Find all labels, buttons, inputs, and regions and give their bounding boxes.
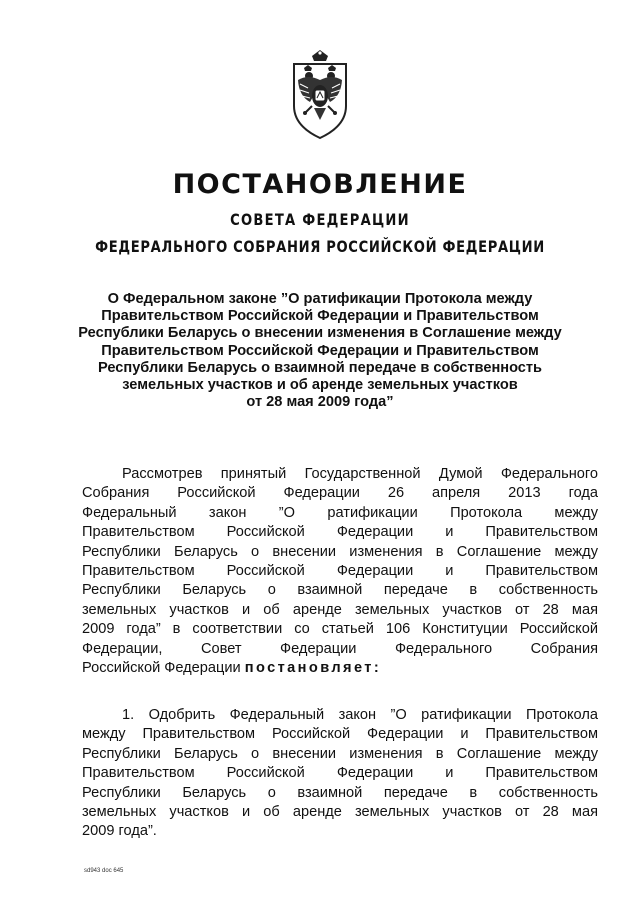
document-subtitle-line-2: ФЕДЕРАЛЬНОГО СОБРАНИЯ РОССИЙСКОЙ ФЕДЕРАЦИИ <box>95 237 545 256</box>
subject-line: О Федеральном законе ”О ратификации Протокола между <box>107 291 533 307</box>
preamble-paragraph <box>82 465 598 678</box>
paragraph-last-line <box>82 659 598 678</box>
paragraph-line: Собрания Российской Федерации 26 апреля 2013 года <box>82 485 598 502</box>
paragraph-line: Правительством Российской Федерации и Правительством <box>82 765 598 782</box>
subject-line: Республики Беларусь о внесении изменения в Соглашение между <box>78 325 562 342</box>
paragraph-line: Правительством Российской Федерации и Правительством <box>82 562 598 579</box>
paragraph-line: Правительством Российской Федерации и Правительством <box>82 524 598 541</box>
paragraph-line: Рассмотрев принятый Государственной Думой Федерального <box>122 466 598 482</box>
document-footer-code: sd943 doc 645 <box>84 868 124 874</box>
paragraph-line: земельных участков и об аренде земельных участков от 28 мая <box>82 601 598 618</box>
resolution-subject <box>60 291 580 411</box>
paragraph-line: Федеральный закон ”О ратификации Протокола между <box>82 504 598 521</box>
paragraph-line: Республики Беларусь о внесении изменения в Соглашение между <box>82 745 598 762</box>
subject-line: Правительством Российской Федерации и Правительством <box>101 308 539 325</box>
coat-of-arms-icon <box>284 50 356 140</box>
paragraph-line: Республики Беларусь о взаимной передаче в собственность <box>82 784 598 801</box>
last-line-prefix: Российской Федерации <box>82 659 241 676</box>
paragraph-line: между Правительством Российской Федерации и Правительством <box>82 726 598 743</box>
subject-line: земельных участков и об аренде земельных участков <box>122 377 518 394</box>
resolves-keyword: постановляет: <box>244 659 382 676</box>
paragraph-line: 2009 года”. <box>82 823 157 840</box>
paragraph-line: Федерации, Совет Федерации Федерального Собрания <box>82 640 598 657</box>
document-title: ПОСТАНОВЛЕНИЕ <box>172 169 468 200</box>
subject-line: от 28 мая 2009 года” <box>246 394 394 411</box>
paragraph-line: Республики Беларусь о взаимной передаче в собственность <box>82 582 598 599</box>
paragraph-line: земельных участков и об аренде земельных участков от 28 мая <box>82 803 598 820</box>
document-subtitle-line-1: СОВЕТА ФЕДЕРАЦИИ <box>230 210 410 229</box>
subject-line: Республики Беларусь о взаимной передаче в собственность <box>97 359 543 376</box>
resolution-item-1 <box>82 706 598 842</box>
paragraph-line: 1. Одобрить Федеральный закон ”О ратификации Протокола <box>122 707 598 723</box>
paragraph-line: 2009 года” в соответствии со статьей 106 Конституции Российской <box>82 621 598 638</box>
paragraph-line: Республики Беларусь о внесении изменения в Соглашение между <box>82 543 598 560</box>
subject-line: Правительством Российской Федерации и Правительством <box>101 342 539 359</box>
